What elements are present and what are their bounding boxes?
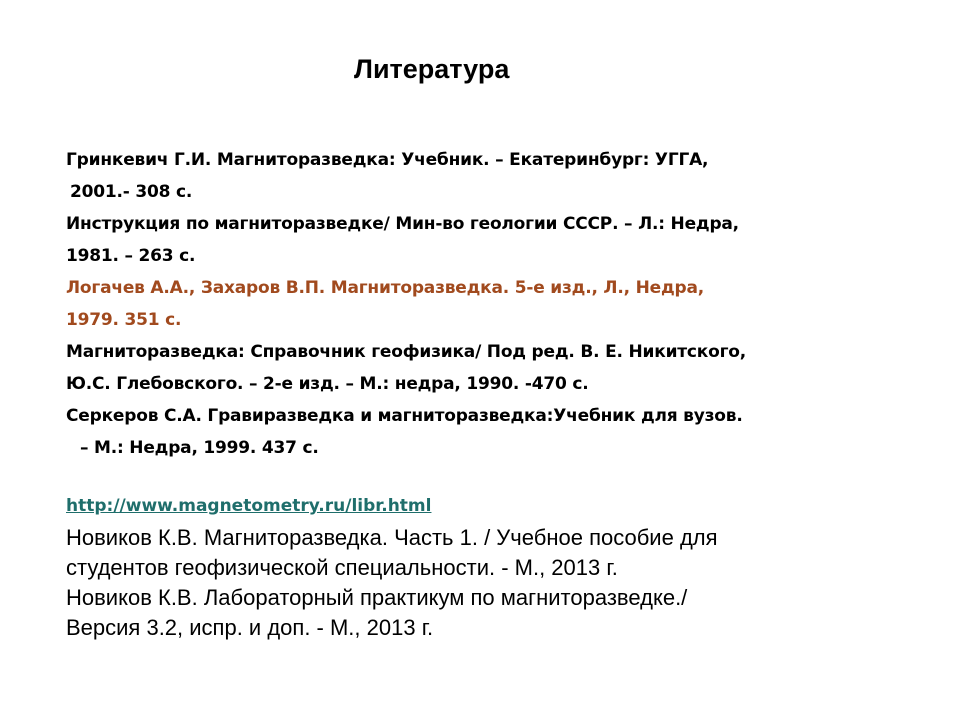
reference-5-line-2: – М.: Недра, 1999. 437 с. [80,438,319,458]
reference-5-line-1: Серкеров С.А. Гравиразведка и магниторазведка:Учебник для вузов. [66,406,743,426]
online-resources [66,489,926,643]
reference-3-line-1: Логачев А.А., Захаров В.П. Магниторазведка. 5-е изд., Л., Недра, [66,278,704,298]
reference-list [66,144,926,464]
reference-3-line-2: 1979. 351 с. [66,310,182,330]
reference-1-line-2: 2001.- 308 с. [70,182,193,202]
reference-1-line-1: Гринкевич Г.И. Магниторазведка: Учебник. – Екатеринбург: УГГА, [66,150,709,170]
online-reference-2-line-2: Версия 3.2, испр. и доп. - М., 2013 г. [66,615,434,640]
library-link[interactable]: http://www.magnetometry.ru/libr.html [66,496,432,516]
online-reference-1-line-1: Новиков К.В. Магниторазведка. Часть 1. / Учебное пособие для [66,525,718,550]
online-reference-1-line-2: студентов геофизической специальности. - М., 2013 г. [66,555,618,580]
reference-2-line-1: Инструкция по магниторазведке/ Мин-во геологии СССР. – Л.: Недра, [66,214,739,234]
page-title: Литература [354,54,510,84]
reference-4-line-2: Ю.С. Глебовского. – 2-е изд. – М.: недра, 1990. -470 с. [66,374,589,394]
online-reference-2-line-1: Новиков К.В. Лабораторный практикум по магниторазведке./ [66,585,688,610]
reference-2-line-2: 1981. – 263 с. [66,246,196,266]
reference-4-line-1: Магниторазведка: Справочник геофизика/ Под ред. В. Е. Никитского, [66,342,747,362]
